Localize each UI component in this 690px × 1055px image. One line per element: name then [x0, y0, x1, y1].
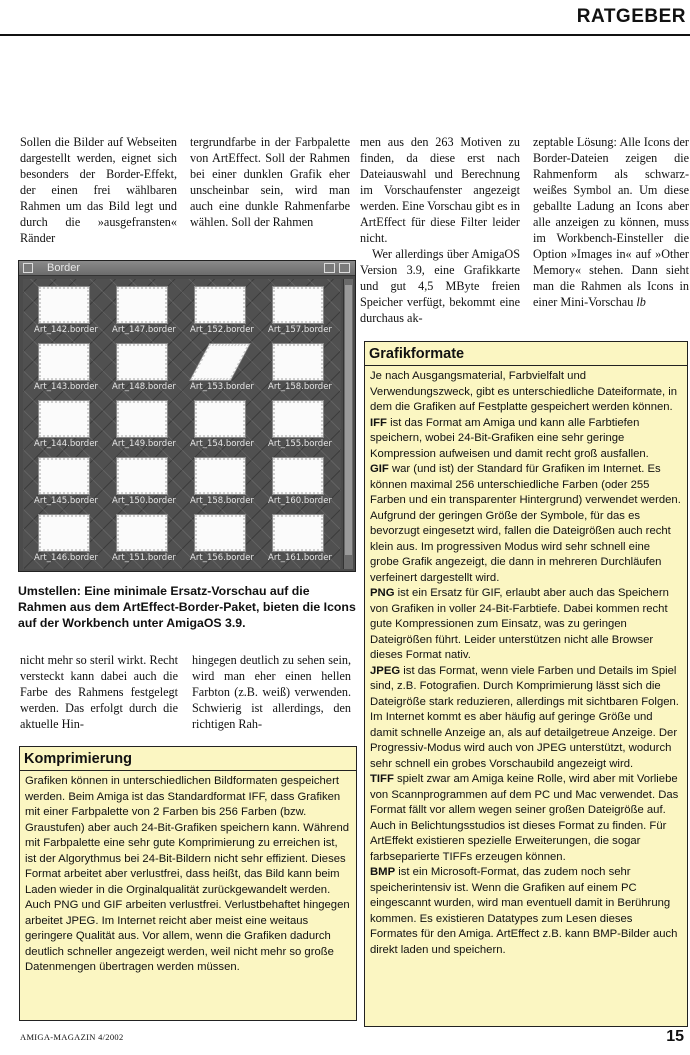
icon-label: Art_161.border — [268, 553, 332, 563]
figure-caption: Umstellen: Eine minimale Ersatz-Vorschau auf die Rahmen aus dem ArtEffect-Border-Paket, bieten die Icons auf der Workbench unter AmigaOS 3.9. — [18, 584, 356, 630]
grafikformate-box — [364, 341, 688, 1027]
article-column-4 — [533, 134, 689, 310]
page-header — [0, 0, 690, 40]
border-thumbnail-icon — [117, 287, 167, 323]
footer-magazine: AMIGA-MAGAZIN 4/2002 — [20, 1032, 124, 1042]
article-column-3 — [360, 134, 520, 326]
border-thumbnail-icon — [39, 344, 89, 380]
border-thumbnail-icon — [117, 515, 167, 551]
article-paragraph: Sollen die Bilder auf Webseiten dargestellt werden, eignet sich besonders der Border-Effekt, der einen frei wählbaren Rahmen um das Bild legt und durch die »ausgefransten« Ränder — [20, 135, 177, 245]
icon-label: Art_147.border — [112, 325, 176, 335]
format-term: TIFF — [370, 773, 394, 785]
komprimierung-box — [19, 746, 357, 1021]
format-description: ist ein Microsoft-Format, das zudem noch sehr speicherintensiv ist. Wenn die Grafiken auf einem PC eingescannt wurden, wird man eventuell damit in Berührung kommen. Es existieren Datatypes zum Lesen dieses Formates für den Amiga. ArtEffect z.B. kann BMP-Bilder auch direkt laden und speichern. — [370, 866, 678, 956]
article-column-2 — [190, 134, 350, 230]
format-entry — [370, 772, 682, 865]
border-file-icon[interactable] — [29, 397, 103, 453]
border-thumbnail-icon — [273, 458, 323, 494]
border-file-icon[interactable] — [263, 454, 337, 510]
border-file-icon[interactable] — [263, 340, 337, 396]
border-thumbnail-icon — [190, 344, 249, 380]
article-paragraph: Wer allerdings über AmigaOS Version 3.9, eine Grafikkarte und gut 4,5 MByte freien Speicher verfügt, bekommt eine durchaus ak- — [360, 247, 520, 325]
icon-label: Art_142.border — [34, 325, 98, 335]
box-title: Komprimierung — [20, 747, 356, 771]
border-thumbnail-icon — [273, 401, 323, 437]
window-content — [23, 279, 341, 569]
border-thumbnail-icon — [195, 515, 245, 551]
border-file-icon[interactable] — [107, 397, 181, 453]
window-titlebar — [19, 261, 355, 276]
border-file-icon[interactable] — [29, 454, 103, 510]
icon-label: Art_155.border — [268, 439, 332, 449]
border-file-icon[interactable] — [185, 283, 259, 339]
header-rule — [0, 34, 690, 36]
border-thumbnail-icon — [39, 287, 89, 323]
border-thumbnail-icon — [39, 515, 89, 551]
icon-label: Art_149.border — [112, 439, 176, 449]
scrollbar-knob — [345, 285, 352, 555]
border-thumbnail-icon — [117, 458, 167, 494]
border-file-icon[interactable] — [185, 340, 259, 396]
box-intro: Je nach Ausgangsmaterial, Farbvielfalt und Verwendungszweck, gibt es unterschiedliche Dateiformate, in dem die Grafiken auf Festplatte gespeichert werden können. — [370, 370, 678, 413]
article-text: zeptable Lösung: Alle Icons der Border-Dateien zeigen die Rahmenform als schwarz-weißes Symbol an. Um diese geballte Ladung an Icons aber alle anzeigen zu können, muss im Workbench-Einsteller die Option »Images in« auf »Other Memory« stehen. Dann sieht man die Rahmen als Icons in einer Mini-Vorschau — [533, 135, 689, 309]
article-paragraph: tergrundfarbe in der Farbpalette von ArtEffect. Soll der Rahmen bei einer dunklen Grafik eher unscheinbar sein, wird man auch eine dunkle Rahmenfarbe wählen. Soll der Rahmen — [190, 135, 350, 229]
article-column-1 — [20, 134, 177, 246]
border-thumbnail-icon — [273, 515, 323, 551]
border-thumbnail-icon — [273, 344, 323, 380]
author-signature: lb — [636, 295, 646, 309]
icon-grid — [29, 283, 339, 567]
icon-label: Art_144.border — [34, 439, 98, 449]
format-description: ist das Format, wenn viele Farben und Details im Spiel sind, z.B. Fotografien. Durch Komprimierung lässt sich die Dateigröße stark reduzieren, allerdings mit sichtbaren Folgen. Im Internet kommt es aber häufig auf geringe Größe und damit schnelle Anzeige an, als auf detailgetreue Anzeige. Der Progressiv-Modus wird auch von JPEG unterstützt, wodurch sehr schnell ein grobes Vorschaubild angezeigt wird. — [370, 664, 679, 770]
border-thumbnail-icon — [273, 287, 323, 323]
format-entry — [370, 462, 682, 586]
article-paragraph: men aus den 263 Motiven zu finden, da diese erst nach Dateiauswahl und Berechnung im Vorschaufenster angezeigt werden. Eine Vorschau gibt es in ArtEffect für diese Filter leider nicht. — [360, 135, 520, 245]
icon-label: Art_158.border — [190, 496, 254, 506]
format-entry — [370, 865, 682, 958]
border-file-icon[interactable] — [185, 511, 259, 567]
border-file-icon[interactable] — [29, 283, 103, 339]
format-description: war (und ist) der Standard für Grafiken im Internet. Es können maximal 256 unterschiedliche Farben (oder 255 Farben und ein transparenter Hintergrund) verwendet werden. Aufgrund der geringen Größe der Symbole, für das es bevorzugt eingesetzt wird, fallen die Dateigrößen auch recht klein aus. Im progressiven Modus wird sehr schnell eine grobe Grafik angezeigt, die dann in mehreren Durchläufen verfeinert dargestellt wird. — [370, 463, 681, 584]
border-thumbnail-icon — [39, 458, 89, 494]
border-file-icon[interactable] — [29, 511, 103, 567]
border-file-icon[interactable] — [107, 283, 181, 339]
icon-label: Art_156.border — [190, 553, 254, 563]
icon-label: Art_158.border — [268, 382, 332, 392]
format-description: ist das Format am Amiga und kann alle Farbtiefen speichern, wobei 24-Bit-Grafiken eine sehr geringe Kompression aufweisen und damit recht groß ausfallen. — [370, 416, 649, 460]
format-entry — [370, 416, 682, 463]
article-paragraph — [533, 134, 689, 310]
border-file-icon[interactable] — [263, 511, 337, 567]
icon-label: Art_152.border — [190, 325, 254, 335]
depth-gadget-icon — [339, 263, 350, 273]
border-thumbnail-icon — [195, 458, 245, 494]
border-file-icon[interactable] — [185, 454, 259, 510]
border-thumbnail-icon — [39, 401, 89, 437]
icon-label: Art_150.border — [112, 496, 176, 506]
format-entry — [370, 586, 682, 664]
icon-label: Art_151.border — [112, 553, 176, 563]
format-term: BMP — [370, 866, 396, 878]
window-title: Border — [47, 262, 81, 274]
box-title: Grafikformate — [365, 342, 687, 366]
border-thumbnail-icon — [195, 287, 245, 323]
article-column-5 — [20, 652, 178, 732]
icon-label: Art_154.border — [190, 439, 254, 449]
icon-label: Art_157.border — [268, 325, 332, 335]
format-term: PNG — [370, 587, 395, 599]
page-number: 15 — [666, 1028, 684, 1045]
border-file-icon[interactable] — [107, 340, 181, 396]
border-file-icon[interactable] — [185, 397, 259, 453]
box-body — [20, 774, 356, 980]
format-description: spielt zwar am Amiga keine Rolle, wird aber mit Vorliebe von Scannprogrammen auf dem PC und Mac verwendet. Das Format fällt vor allem wegen seiner großen Dateigröße auf. Auch in Belichtungsstudios ist dieses Format zu finden. Für ArtEffekt existieren spezielle Erweiterungen, die sogar farbseparierte TIFFs erzeugen können. — [370, 773, 679, 863]
border-thumbnail-icon — [117, 401, 167, 437]
article-paragraph: hingegen deutlich zu sehen sein, wird man eher einen hellen Farbton (z.B. weiß) verwenden. Schwierig ist allerdings, den richtigen Rah- — [192, 653, 351, 731]
icon-label: Art_153.border — [190, 382, 254, 392]
border-file-icon[interactable] — [263, 397, 337, 453]
box-body — [365, 369, 687, 962]
icon-label: Art_148.border — [112, 382, 176, 392]
border-file-icon[interactable] — [29, 340, 103, 396]
article-column-6 — [192, 652, 351, 732]
border-window-screenshot — [18, 260, 356, 572]
border-file-icon[interactable] — [107, 454, 181, 510]
close-gadget-icon — [23, 263, 33, 273]
border-thumbnail-icon — [117, 344, 167, 380]
border-thumbnail-icon — [195, 401, 245, 437]
format-entry — [370, 664, 682, 773]
icon-label: Art_146.border — [34, 553, 98, 563]
article-paragraph: nicht mehr so steril wirkt. Recht versteckt kann dabei auch die Farbe des Rahmens festgelegt werden. Das erfolgt durch die aktuelle Hin- — [20, 653, 178, 731]
window-scrollbar — [343, 279, 353, 569]
section-title: RATGEBER — [576, 6, 686, 27]
icon-label: Art_145.border — [34, 496, 98, 506]
format-term: IFF — [370, 416, 387, 429]
format-term: JPEG — [370, 664, 401, 677]
border-file-icon[interactable] — [107, 511, 181, 567]
border-file-icon[interactable] — [263, 283, 337, 339]
icon-label: Art_143.border — [34, 382, 98, 392]
icon-label: Art_160.border — [268, 496, 332, 506]
box-paragraph: Grafiken können in unterschiedlichen Bildformaten gespeichert werden. Beim Amiga ist das Standardformat IFF, dass Grafiken mit einer Farbpalette von 2 Farben bis 256 Farben (bzw. Graustufen) aber auch 24-Bit-Grafiken speichern kann. Während mit Farbpalette eine sehr gute Komprimierung zu erreichen ist, ist der Algorythmus bei 24-Bit-Bildern nicht sehr effizient. Dieses Format arbeitet aber verlustfrei, dass heißt, das Bild kann beim Laden wieder in die Orginalqualität zurückgewandelt werden. Auch PNG und GIF arbeiten verlustfrei. Verlustbehaftet hingegen arbeitet JPEG. Im Internet reicht aber meist eine weitaus geringere Qualität aus. Vor allem, wenn die Grafiken dadurch deutlich schneller angezeigt werden, weil nicht mehr so große Datenmengen übertragen werden müssen. — [25, 775, 350, 973]
zoom-gadget-icon — [324, 263, 335, 273]
format-description: ist ein Ersatz für GIF, erlaubt aber auch das Speichern von Grafiken in voller 24-Bit-Farbtiefe. Dabei kommen recht gute Kompressionen zum Einsatz, was zu geringen Dateigrößen führt. Leider unterstützen nicht alle Browser dieses Format nativ. — [370, 587, 669, 661]
format-term: GIF — [370, 463, 389, 475]
